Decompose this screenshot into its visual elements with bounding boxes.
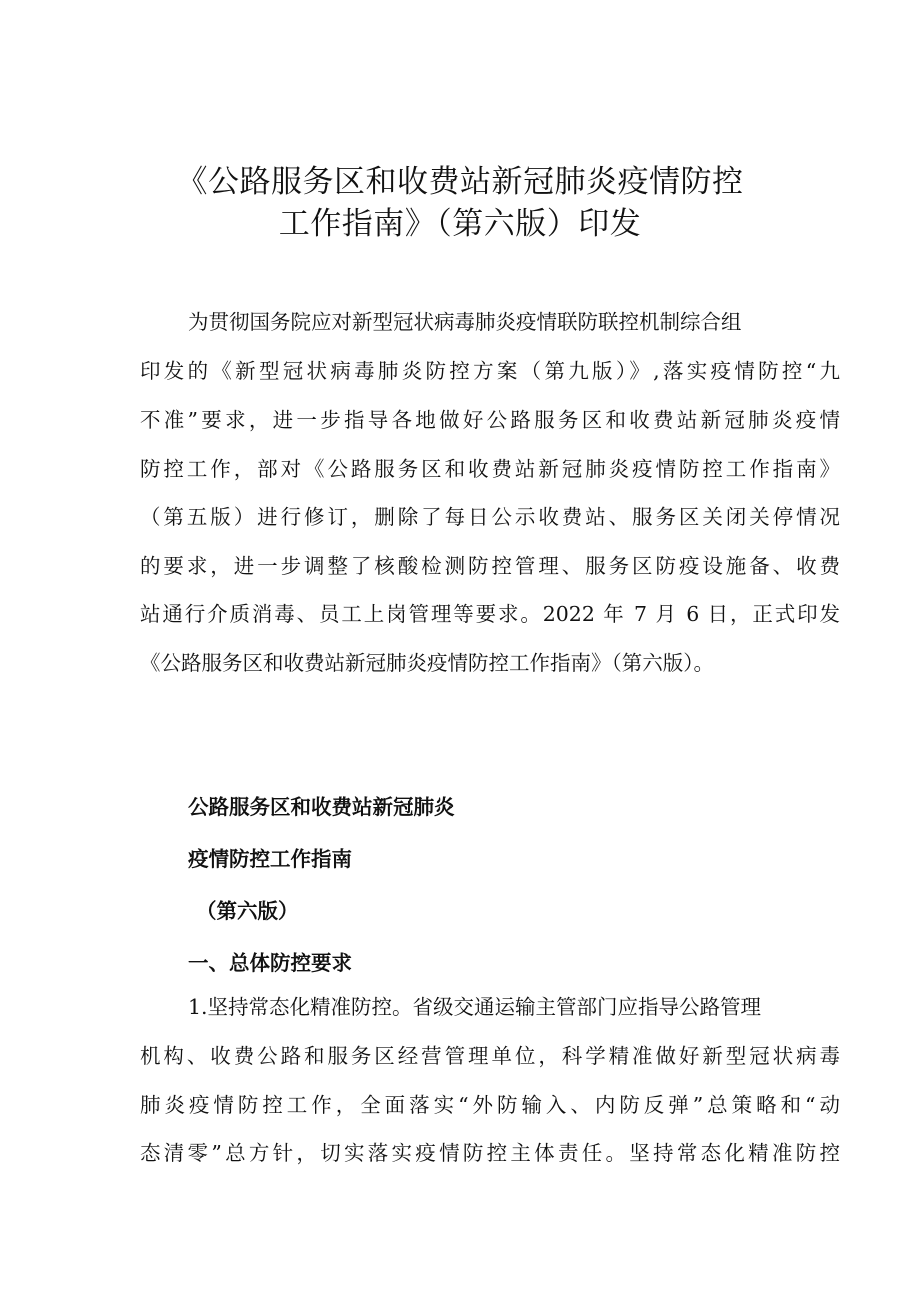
intro-line-2: 印发的《新型冠状病毒肺炎防控方案（第九版）》,落实疫情防控“九 — [140, 359, 840, 383]
intro-line-6: 的要求，进一步调整了核酸检测防控管理、服务区防疫设施备、收费 — [140, 554, 840, 578]
intro-line-1: 为贯彻国务院应对新型冠状病毒肺炎疫情联防联控机制综合组 — [188, 310, 742, 334]
guide-title-line-1: 公路服务区和收费站新冠肺炎 — [188, 795, 455, 819]
guide-edition: （第六版） — [196, 899, 299, 923]
intro-line-7: 站通行介质消毒、员工上岗管理等要求。2022 年 7 月 6 日，正式印发 — [140, 602, 840, 626]
intro-line-3: 不准”要求，进一步指导各地做好公路服务区和收费站新冠肺炎疫情 — [140, 408, 840, 432]
para1-line-1: 1.坚持常态化精准防控。省级交通运输主管部门应指导公路管理 — [188, 995, 762, 1019]
document-title-line-1: 《公路服务区和收费站新冠肺炎疫情防控 — [176, 164, 744, 200]
intro-line-5: （第五版）进行修订，删除了每日公示收费站、服务区关闭关停情况 — [140, 505, 840, 529]
para1-line-2: 机构、收费公路和服务区经营管理单位，科学精准做好新型冠状病毒 — [140, 1044, 840, 1068]
para1-line-4: 态清零”总方针，切实落实疫情防控主体责任。坚持常态化精准防控 — [140, 1141, 840, 1165]
para1-line-3: 肺炎疫情防控工作，全面落实“外防输入、内防反弹”总策略和“动 — [140, 1093, 840, 1117]
section-1-heading: 一、总体防控要求 — [188, 951, 352, 975]
intro-line-8: 《公路服务区和收费站新冠肺炎疫情防控工作指南》（第六版）。 — [140, 651, 714, 675]
guide-title-line-2: 疫情防控工作指南 — [188, 847, 352, 871]
intro-line-4: 防控工作，部对《公路服务区和收费站新冠肺炎疫情防控工作指南》 — [140, 457, 840, 481]
document-title-line-2: 工作指南》（第六版）印发 — [278, 206, 642, 242]
